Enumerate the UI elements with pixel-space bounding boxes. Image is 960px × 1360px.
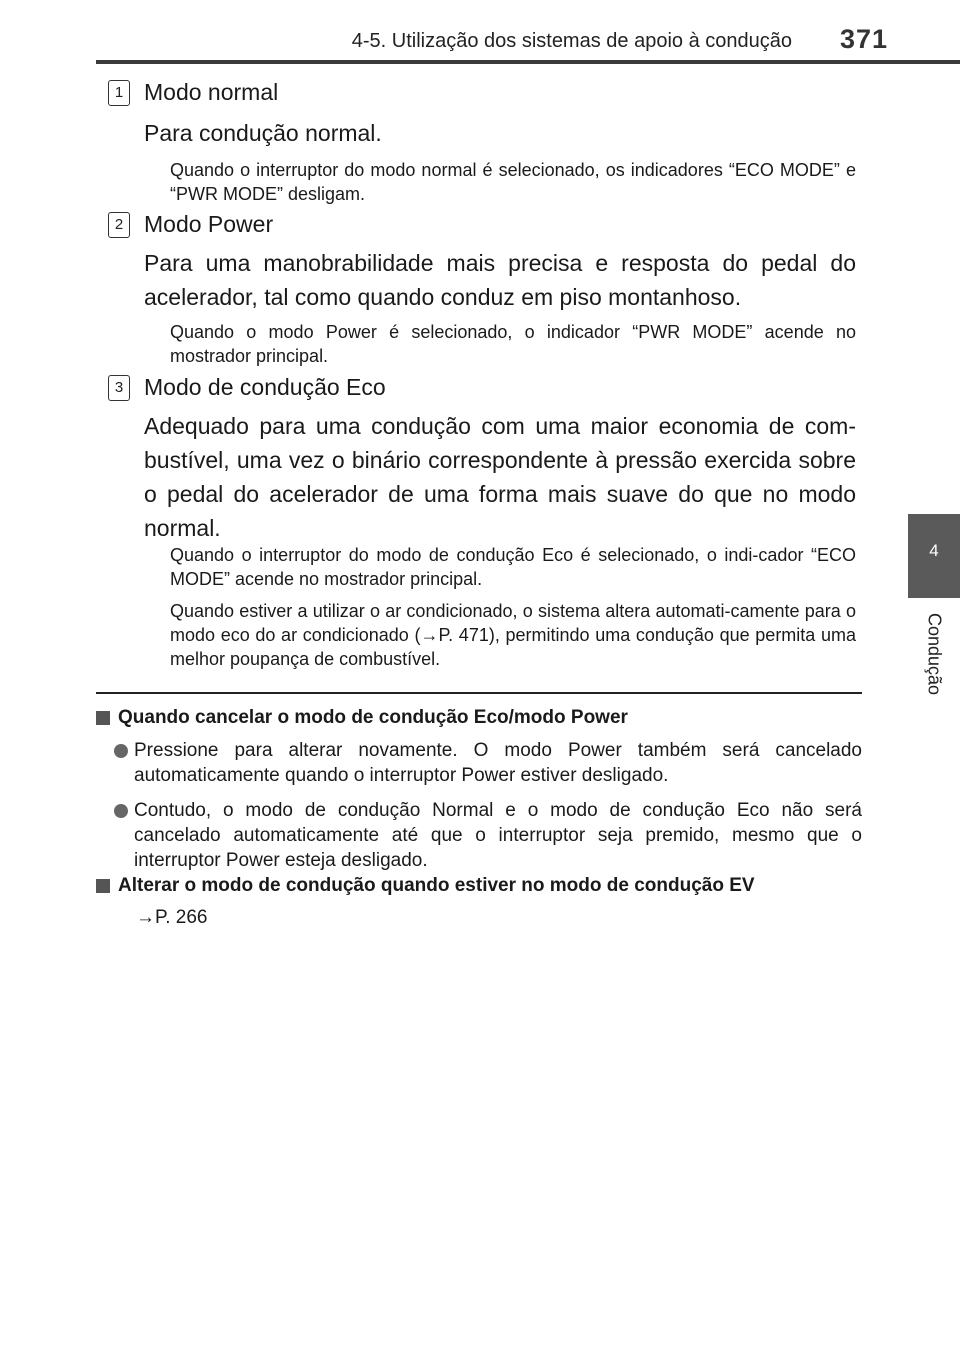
item-description: Para uma manobrabilidade mais precisa e resposta do pedal do acelerador, tal como quando conduz em piso montanhoso. bbox=[144, 250, 856, 310]
subsection-heading: Quando cancelar o modo de condução Eco/modo Power bbox=[96, 706, 862, 730]
subsection-ev-mode bbox=[96, 874, 862, 930]
item-title: Modo Power bbox=[144, 211, 274, 237]
chapter-number: 4 bbox=[929, 541, 939, 560]
circle-bullet-icon bbox=[114, 804, 128, 818]
item-note: Quando o interruptor do modo de condução Eco é selecionado, o indi-cador “ECO MODE” acende no mostrador principal. bbox=[170, 545, 856, 589]
section-divider bbox=[96, 692, 862, 694]
item-title: Modo de condução Eco bbox=[144, 374, 386, 400]
item-note: Quando o modo Power é selecionado, o indicador “PWR MODE” acende no mostrador principal. bbox=[170, 322, 856, 366]
item-description: Para condução normal. bbox=[144, 120, 382, 146]
chapter-label bbox=[912, 604, 956, 704]
page-reference-link[interactable]: →P. 266 bbox=[136, 907, 208, 928]
item-title: Modo normal bbox=[144, 79, 279, 105]
subsection-heading: Alterar o modo de condução quando estiver no modo de condução EV bbox=[96, 874, 862, 898]
header-rule bbox=[96, 60, 960, 64]
chapter-label-text: Condução bbox=[924, 612, 945, 696]
item-note: Quando estiver a utilizar o ar condicionado, o sistema altera automati-camente para o modo eco do ar condicionado (→P. 471), permitindo uma condução que permita uma melhor poupança de combustível. bbox=[170, 601, 856, 669]
square-bullet-icon bbox=[96, 711, 110, 725]
item-number-badge: 3 bbox=[108, 375, 130, 401]
page-number: 371 bbox=[839, 24, 888, 54]
item-description: Adequado para uma condução com uma maior economia de com-bustível, uma vez o binário correspondente à pressão exercida sobre o pedal do acelerador de uma forma mais suave do que no modo normal. bbox=[144, 413, 856, 541]
subsection-cancel-mode bbox=[96, 706, 862, 873]
section-title: 4-5. Utilização dos sistemas de apoio à condução bbox=[351, 30, 792, 52]
chapter-tab[interactable] bbox=[908, 514, 960, 598]
square-bullet-icon bbox=[96, 879, 110, 893]
item-note: Quando o interruptor do modo normal é selecionado, os indicadores “ECO MODE” e “PWR MODE” desligam. bbox=[170, 160, 856, 204]
item-number-badge: 2 bbox=[108, 212, 130, 238]
list-item: Contudo, o modo de condução Normal e o modo de condução Eco não será cancelado automaticamente até que o interruptor seja premido, mesmo que o interruptor Power esteja desligado. bbox=[96, 798, 862, 873]
page-header bbox=[0, 0, 960, 62]
circle-bullet-icon bbox=[114, 744, 128, 758]
list-item: Pressione para alterar novamente. O modo Power também será cancelado automaticamente quando o interruptor Power estiver desligado. bbox=[96, 738, 862, 788]
item-number-badge: 1 bbox=[108, 80, 130, 106]
